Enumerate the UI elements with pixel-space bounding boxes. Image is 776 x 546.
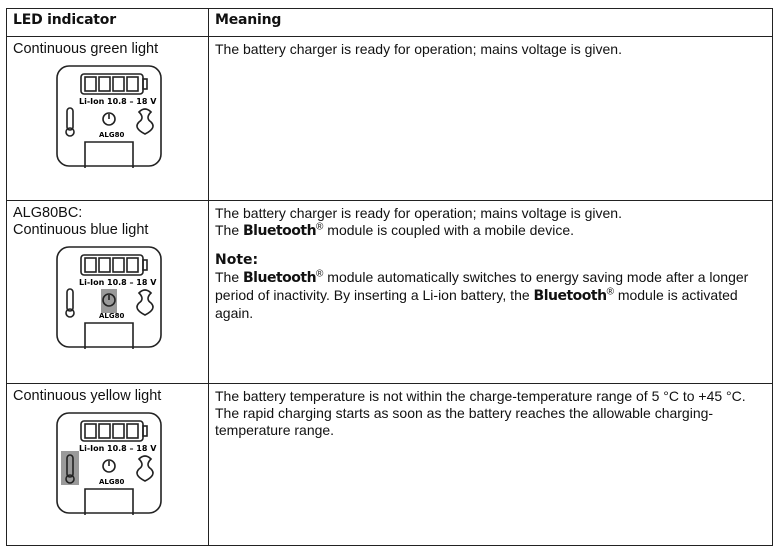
- meaning-text: The battery charger is ready for operation; mains voltage is given.: [215, 205, 622, 221]
- table-row: [7, 384, 773, 546]
- meaning-text: The battery temperature is not within the charge-temperature range of 5 °C to +45 °C. The rapid charging starts as soon as the battery reaches the allowable charging-temperature range.: [215, 388, 746, 438]
- led-cell: [7, 384, 209, 546]
- svg-text:10.8 – 18 V: 10.8 – 18 V: [107, 444, 157, 453]
- header-meaning: Meaning: [209, 9, 773, 37]
- svg-text:ALG80: ALG80: [99, 478, 125, 486]
- meaning-text: The battery charger is ready for operation; mains voltage is given.: [215, 41, 622, 57]
- table-row: [7, 37, 773, 201]
- svg-text:Li-Ion: Li-Ion: [79, 97, 105, 106]
- charger-illustration-blue: [55, 245, 202, 362]
- led-cell: [7, 201, 209, 384]
- led-label: Continuous yellow light: [13, 388, 162, 404]
- svg-text:ALG80: ALG80: [99, 131, 125, 139]
- table-header-row: [7, 9, 773, 37]
- meaning-cell: [209, 384, 773, 546]
- note-text: The Bluetooth® module automatically switches to energy saving mode after a longer period of inactivity. By inserting a Li-ion battery, the Bluetooth® module is activated again.: [215, 268, 749, 321]
- led-cell: [7, 37, 209, 201]
- svg-text:Li-Ion: Li-Ion: [79, 444, 105, 453]
- header-led-indicator: LED indicator: [7, 9, 209, 37]
- charger-illustration-yellow: [55, 411, 202, 528]
- meaning-cell: [209, 201, 773, 384]
- note-label: Note:: [215, 252, 259, 268]
- led-label: ALG80BC:: [13, 205, 83, 221]
- led-label: Continuous green light: [13, 41, 159, 57]
- table-row: [7, 201, 773, 384]
- led-indicator-table: [6, 8, 773, 546]
- svg-text:ALG80: ALG80: [99, 312, 125, 320]
- svg-text:10.8 – 18 V: 10.8 – 18 V: [107, 278, 157, 287]
- led-label: Continuous blue light: [13, 222, 149, 238]
- charger-illustration-green: [55, 64, 202, 181]
- meaning-text: The Bluetooth® module is coupled with a mobile device.: [215, 221, 574, 239]
- svg-text:Li-Ion: Li-Ion: [79, 278, 105, 287]
- meaning-cell: [209, 37, 773, 201]
- svg-text:10.8 – 18 V: 10.8 – 18 V: [107, 97, 157, 106]
